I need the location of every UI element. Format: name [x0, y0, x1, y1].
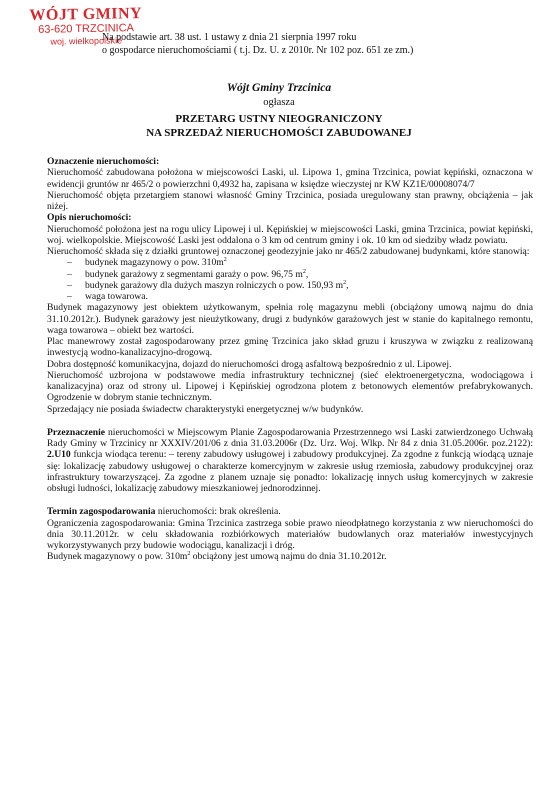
designation-heading: Oznaczenie nieruchomości: — [47, 156, 160, 167]
ownership-paragraph: Nieruchomość objęta przetargiem stanowi własność Gminy Trzcinica, posiada uregulowany stan prawny, obciążenia – jak niżej. — [47, 189, 533, 212]
purpose-lead: Przeznaczenie — [47, 426, 106, 438]
energy-certificate-paragraph: Sprzedający nie posiada świadectw charakterystyki energetycznej w/w budynków. — [47, 403, 364, 415]
document-body — [47, 156, 533, 563]
list-item: – waga towarowa. — [67, 291, 533, 302]
document-title-line-2: NA SPRZEDAŻ NIERUCHOMOŚCI ZABUDOWANEJ — [146, 127, 412, 139]
list-item: – budynek garażowy dla dużych maszyn rolniczych o pow. 150,93 $m^2$, — [67, 280, 533, 291]
yard-paragraph: Plac manewrowy został zagospodarowany przez gminę Trzcinica jako skład gruzu i kruszywa w związku z realizowaną inwestycją wodno-kanalizacyjno-drogową. — [47, 336, 533, 359]
document-title-line-1: PRZETARG USTNY NIEOGRANICZONY — [175, 113, 383, 125]
lease-paragraph: Budynek magazynowy o pow. $310m^2$ obciążony jest umową najmu do dnia 31.10.2012r. — [47, 551, 387, 563]
announces-word: ogłasza — [263, 97, 295, 108]
building-list — [47, 257, 533, 302]
zoning-code: 2.U10 — [47, 449, 71, 461]
legal-basis — [102, 31, 532, 57]
location-paragraph: Nieruchomość położona jest na rogu ulicy Lipowej i ul. Kępińskiej w miejscowości Laski, gmina Trzcinica, powiat kępiński, woj. wielkopolskie. Miejscowość Laski jest oddalona o 3 km od centrum gminy i ok. 10 km od siedziby władz powiatu. — [47, 223, 533, 246]
description-heading: Opis nieruchomości: — [47, 212, 132, 224]
designation-paragraph: Nieruchomość zabudowana położona w miejscowości Laski, ul. Lipowa 1, gmina Trzcinica, powiat kępiński, oznaczona w ewidencji gruntów nr 465/2 o powierzchni 0,4932 ha, zapisana w księdze wieczystej nr KW KZ1E/00008074/7 — [47, 167, 533, 190]
plot-paragraph: Nieruchomość składa się z działki gruntowej oznaczonej geodezyjnie jako nr 465/2 zabudowanej budynkami, które stanowią: — [47, 246, 530, 257]
usage-paragraph: Budynek magazynowy jest obiektem użytkowanym, spełnia rolę magazynu mebli (obciążony umową najmu do dnia 31.10.2012r.). Budynek garażowy jest nieużytkowany, drugi z budynków garażowych jest w stanie do kapitalnego remontu, waga towarowa – obiekt bez wartości. — [47, 302, 533, 336]
development-term-paragraph: Termin zagospodarowania nieruchomości: brak określenia. — [47, 506, 281, 518]
stamp-postal-line: 63-620 TRZCINICA — [38, 22, 135, 36]
utilities-paragraph: Nieruchomość uzbrojona w podstawowe media infrastruktury technicznej (sieć elektroenergetyczna, wodociągowa i kanalizacyjna) oraz od strony ul. Lipowej i Kępińskiej ogrodzona plotem z betonowych elementów prefabrykowanych. Ogrodzenie w dobrym stanie technicznym. — [47, 369, 533, 404]
purpose-paragraph: Przeznaczenie nieruchomości w Miejscowym Planie Zagospodarowania Przestrzennego wsi Laski zatwierdzonego Uchwałą Rady Gminy w Trzcinicy nr XXXIV/201/06 z dnia 31.03.2006r (Dz. Urz. Woj. Wlkp. Nr 84 z dnia 31.05.2006r. poz.2122): 2.U10 funkcja wiodąca terenu: – tereny zabudowy usługowej i zabudowy produkcyjnej. Za zgodne z funkcją wiodącą uznaje się: lokalizację zabudowy usługowej o charakterze komercyjnym w zakresie usług rzemiosła, zabudowy produkcyjnej oraz infrastruktury towarzyszącej. Za zgodne z planem uznaje się ponadto: lokalizację innych usług komercyjnych w zakresie obsługi ludności, lokalizację zabudowy mieszkaniowej jednorodzinnej. — [47, 426, 533, 494]
access-paragraph: Dobra dostępność komunikacyjna, dojazd do nieruchomości drogą asfaltową bezpośrednio z ul. Lipowej. — [47, 358, 452, 370]
development-term-lead: Termin zagospodarowania — [47, 506, 156, 518]
list-item: – budynek magazynowy o pow. $310m^2$ — [67, 257, 533, 268]
issuer-name: Wójt Gminy Trzcinica — [226, 82, 332, 94]
restrictions-paragraph: Ograniczenia zagospodarowania: Gmina Trzcinica zastrzega sobie prawo nieodpłatnego korzystania z ww nieruchomości do dnia 30.11.2012r. w celu składowania rozbiórkowych materiałów budowlanych oraz materiałów inwestycyjnych wykorzystywanych przy budowie wodociągu, kanalizacji i dróg. — [47, 517, 533, 551]
legal-basis-line-1: Na podstawie art. 38 ust. 1 ustawy z dnia 21 sierpnia 1997 roku — [102, 32, 357, 43]
list-item: – budynek garażowy z segmentami garaży o pow. 96,75 $m^2$, — [67, 269, 533, 280]
legal-basis-line-2: o gospodarce nieruchomościami ( t.j. Dz. U. z 2010r. Nr 102 poz. 651 ze zm.) — [102, 45, 414, 56]
stamp-title: WÓJT GMINY — [29, 5, 143, 24]
stamp-region-line: woj. wielkopolskie — [50, 35, 123, 47]
